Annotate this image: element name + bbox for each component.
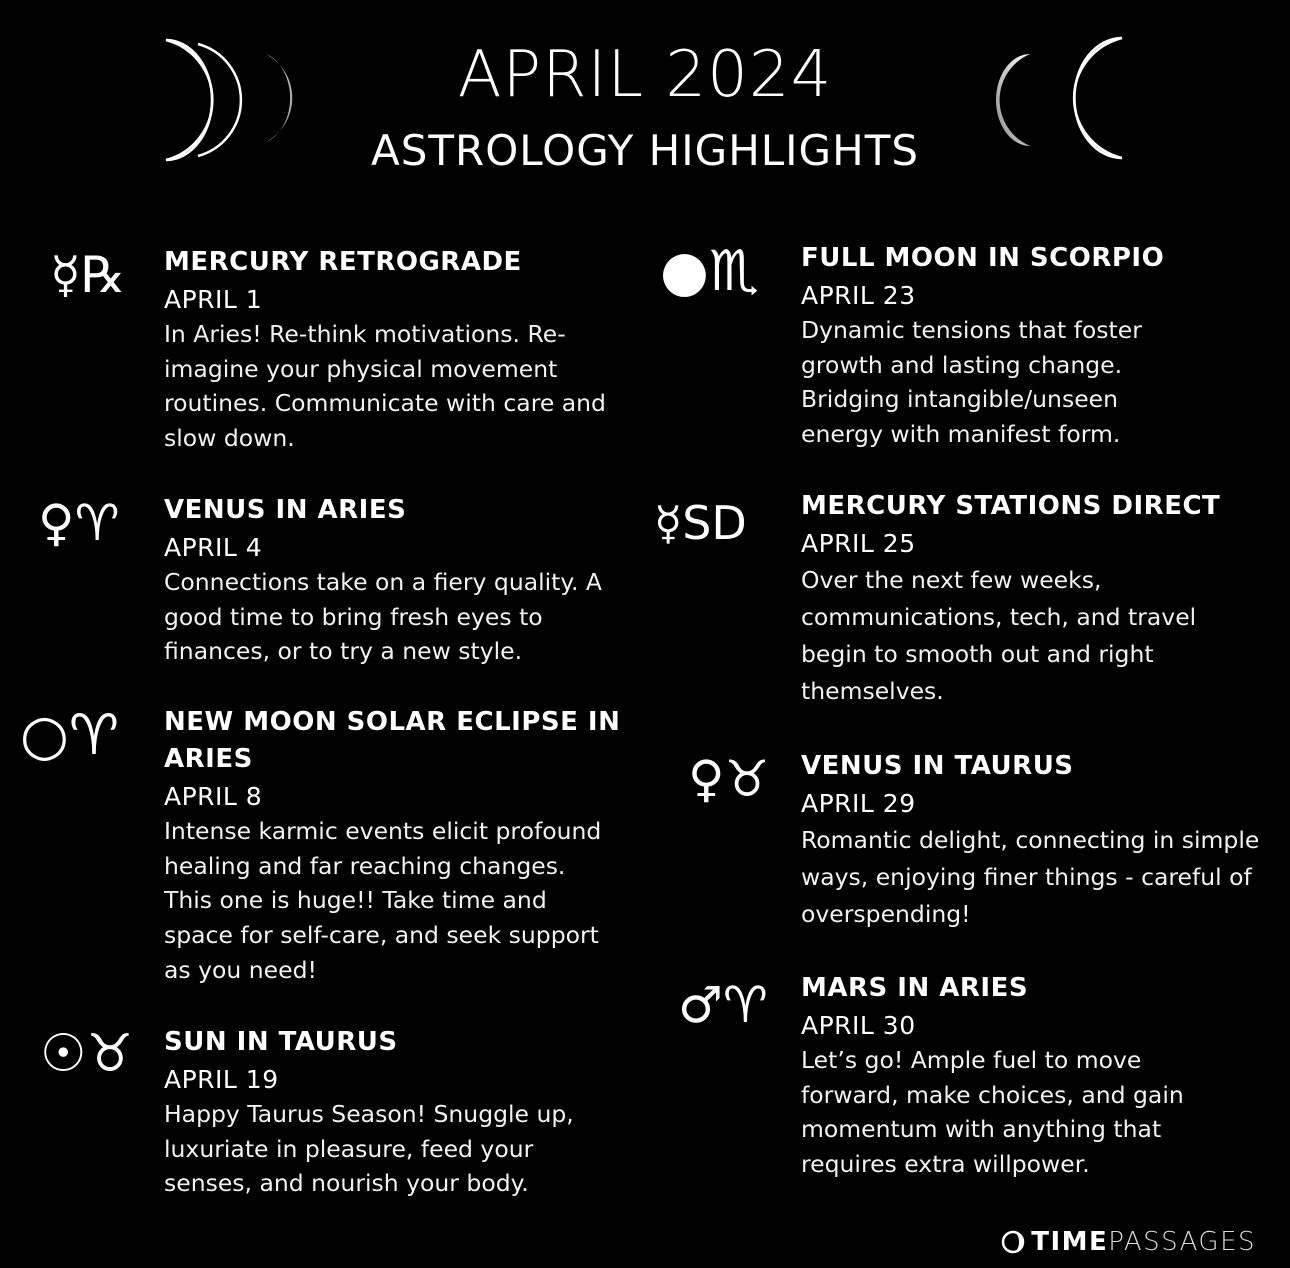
event-venus-in-aries: [0, 488, 640, 688]
moon-logo-icon: [1001, 1230, 1025, 1254]
event-description: Connections take on a fiery quality. A good time to bring fresh eyes to finances, or to try a new style.: [164, 568, 602, 666]
event-description: Let’s go! Ample fuel to move forward, make choices, and gain momentum with anything that requires extra willpower.: [801, 1046, 1184, 1179]
event-date: APRIL 25: [801, 529, 916, 558]
event-mercury-retrograde: [0, 240, 640, 470]
event-date: APRIL 30: [801, 1011, 916, 1040]
new-moon-aries-icon: ○♈: [20, 703, 120, 768]
brand-name-bold: TIME: [1031, 1227, 1109, 1257]
sun-taurus-icon: ☉♉: [40, 1024, 134, 1084]
event-date: APRIL 29: [801, 789, 916, 818]
page-subtitle: ASTROLOGY HIGHLIGHTS: [370, 126, 920, 175]
event-description: Intense karmic events elicit profound healing and far reaching changes. This one is huge!! Take time and space for self-care, and seek support as you need!: [164, 817, 602, 984]
event-mars-in-aries: [640, 966, 1280, 1186]
event-title: VENUS IN ARIES: [164, 495, 407, 525]
event-description: Happy Taurus Season! Snuggle up, luxuriate in pleasure, feed your senses, and nourish your body.: [164, 1100, 574, 1198]
event-title: VENUS IN TAURUS: [801, 751, 1074, 781]
event-title: MERCURY RETROGRADE: [164, 247, 522, 277]
event-description: In Aries! Re-think motivations. Re-imagine your physical movement routines. Communicate with care and slow down.: [164, 320, 606, 453]
event-date: APRIL 23: [801, 281, 916, 310]
mercury-retrograde-icon: ☿℞: [50, 246, 126, 304]
event-title: MERCURY STATIONS DIRECT: [801, 491, 1221, 521]
event-date: APRIL 8: [164, 782, 263, 811]
event-description: Dynamic tensions that foster growth and lasting change. Bridging intangible/unseen energy with manifest form.: [801, 316, 1142, 449]
brand-name-light: PASSAGES: [1108, 1227, 1256, 1257]
event-full-moon-in-scorpio: [640, 236, 1280, 466]
event-sun-in-taurus: [0, 1020, 640, 1210]
full-moon-scorpio-icon: ●♏: [660, 239, 760, 304]
page-title: APRIL 2024: [457, 38, 833, 112]
event-description: Romantic delight, connecting in simple ways, enjoying finer things - careful of overspending!: [801, 826, 1260, 928]
event-title: NEW MOON SOLAR ECLIPSE IN ARIES: [164, 707, 621, 774]
event-title: SUN IN TAURUS: [164, 1027, 398, 1057]
event-date: APRIL 19: [164, 1065, 279, 1094]
event-mercury-stations-direct: [640, 484, 1280, 724]
event-date: APRIL 4: [164, 533, 263, 562]
event-title: MARS IN ARIES: [801, 973, 1029, 1003]
header: [0, 0, 1290, 230]
event-new-moon-solar-eclipse: [0, 700, 640, 1000]
mars-aries-icon: ♂♈: [678, 976, 768, 1034]
venus-taurus-icon: ♀♉: [688, 750, 770, 808]
mercury-direct-icon: ☿SD: [654, 496, 747, 550]
event-description: Over the next few weeks, communications, tech, and travel begin to smooth out and right themselves.: [801, 566, 1197, 705]
event-date: APRIL 1: [164, 285, 263, 314]
brand-logo: [1001, 1224, 1256, 1260]
event-venus-in-taurus: [640, 744, 1280, 944]
venus-aries-icon: ♀♈: [38, 494, 120, 552]
event-title: FULL MOON IN SCORPIO: [801, 243, 1165, 273]
